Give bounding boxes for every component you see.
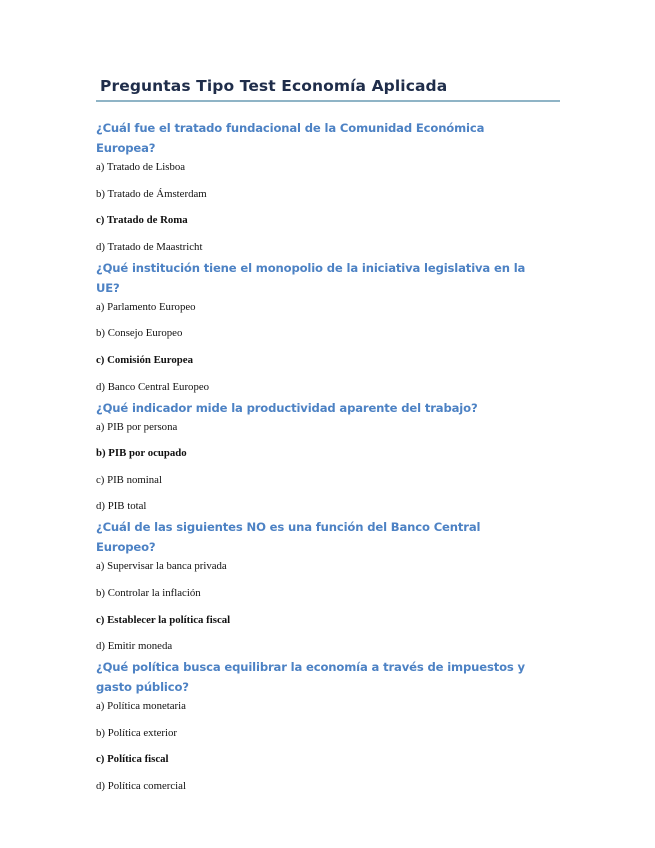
option-b: b) Política exterior (96, 726, 177, 739)
question-text: ¿Qué indicador mide la productividad aparente del trabajo? (96, 400, 478, 415)
option-a: a) Política monetaria (96, 700, 186, 713)
option-d: d) Política comercial (96, 779, 186, 792)
option-d: d) Banco Central Europeo (96, 380, 210, 393)
option-c-correct: c) Establecer la política fiscal (96, 613, 231, 626)
option-a: a) Tratado de Lisboa (96, 161, 186, 173)
option-a: a) Supervisar la banca privada (96, 560, 227, 573)
option-a: a) PIB por persona (96, 420, 178, 433)
question-block-1 (96, 118, 536, 254)
question-list (96, 118, 536, 797)
question-text: ¿Cuál fue el tratado fundacional de la Comunidad Económica Europea? (96, 121, 485, 155)
option-c-correct: c) Comisión Europea (96, 353, 193, 366)
option-d: d) Tratado de Maastricht (96, 240, 203, 253)
title-divider (96, 100, 560, 102)
option-b: b) Consejo Europeo (96, 327, 183, 340)
option-d: d) Emitir moneda (96, 640, 173, 653)
question-text: ¿Qué política busca equilibrar la economía a través de impuestos y gasto público? (96, 660, 525, 695)
option-a: a) Parlamento Europeo (96, 300, 196, 313)
question-block-2 (96, 258, 536, 394)
question-text: ¿Qué institución tiene el monopolio de la iniciativa legislativa en la UE? (96, 260, 526, 295)
option-b: b) Tratado de Ámsterdam (96, 187, 207, 200)
option-d: d) PIB total (96, 500, 147, 513)
option-b: b) Controlar la inflación (96, 586, 201, 599)
option-c-correct: c) Tratado de Roma (96, 214, 188, 227)
question-block-3 (96, 398, 536, 514)
document-title: Preguntas Tipo Test Economía Aplicada (100, 77, 448, 95)
option-b-correct: b) PIB por ocupado (96, 447, 187, 460)
option-c: c) PIB nominal (96, 473, 162, 486)
question-block-5 (96, 657, 536, 793)
question-text: ¿Cuál de las siguientes NO es una función del Banco Central Europeo? (96, 520, 481, 555)
question-block-4 (96, 517, 536, 653)
option-c-correct: c) Política fiscal (96, 753, 169, 766)
